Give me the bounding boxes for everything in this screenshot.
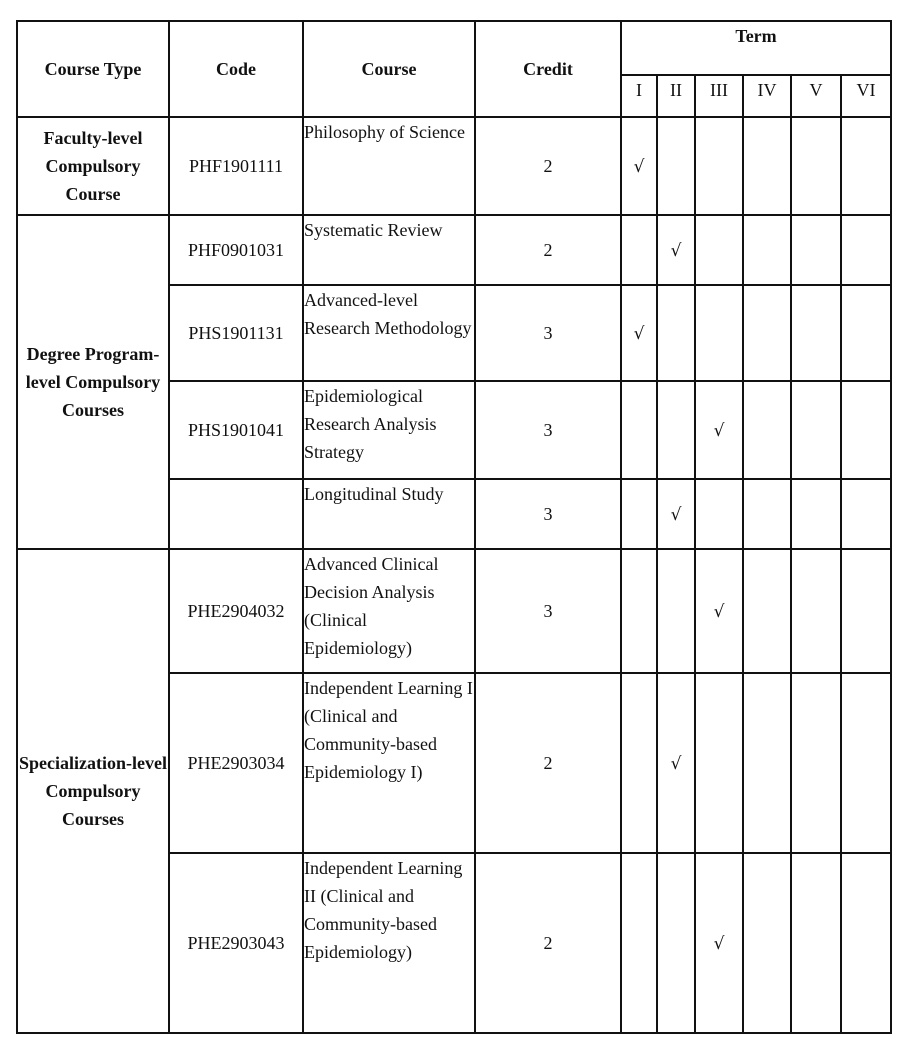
course-name-cell: Epidemiological Research Analysis Strategy	[303, 381, 475, 479]
code-cell: PHS1901041	[169, 381, 303, 479]
term-cell-v	[791, 381, 841, 479]
term-cell-iv	[743, 381, 791, 479]
course-name-cell: Independent Learning II (Clinical and Community-based Epidemiology)	[303, 853, 475, 1033]
term-cell-vi	[841, 673, 891, 853]
term-cell-i	[621, 549, 657, 673]
term-cell-ii	[657, 673, 695, 853]
term-cell-ii	[657, 117, 695, 215]
term-cell-i	[621, 853, 657, 1033]
table-row	[17, 549, 891, 673]
code-cell: PHE2903043	[169, 853, 303, 1033]
term-cell-vi	[841, 479, 891, 549]
course-name-cell: Philosophy of Science	[303, 117, 475, 215]
term-cell-iii	[695, 215, 743, 285]
check-mark-icon: √	[713, 933, 725, 954]
course-name-cell: Longitudinal Study	[303, 479, 475, 549]
course-name-cell: Advanced Clinical Decision Analysis (Clinical Epidemiology)	[303, 549, 475, 673]
term-cell-v	[791, 285, 841, 381]
course-type-cell: Faculty-level Compulsory Course	[17, 117, 169, 215]
term-cell-i	[621, 117, 657, 215]
code-cell	[169, 479, 303, 549]
term-cell-i	[621, 479, 657, 549]
term-cell-iii	[695, 285, 743, 381]
term-cell-vi	[841, 549, 891, 673]
term-cell-vi	[841, 285, 891, 381]
term-cell-iii	[695, 117, 743, 215]
term-cell-iv	[743, 853, 791, 1033]
header-credit: Credit	[475, 21, 621, 117]
header-code: Code	[169, 21, 303, 117]
check-mark-icon: √	[713, 420, 725, 441]
course-type-cell: Specialization-level Compulsory Courses	[17, 549, 169, 1033]
check-mark-icon: √	[633, 323, 645, 344]
credit-cell: 2	[475, 215, 621, 285]
check-mark-icon: √	[633, 156, 645, 177]
term-cell-iv	[743, 673, 791, 853]
term-cell-ii	[657, 381, 695, 479]
term-cell-vi	[841, 853, 891, 1033]
table-header	[17, 21, 891, 117]
term-cell-iii	[695, 381, 743, 479]
term-cell-iii	[695, 479, 743, 549]
term-cell-iv	[743, 215, 791, 285]
term-cell-i	[621, 381, 657, 479]
code-cell: PHF0901031	[169, 215, 303, 285]
term-cell-i	[621, 673, 657, 853]
course-type-cell: Degree Program-level Compulsory Courses	[17, 215, 169, 549]
header-term-ii: II	[657, 75, 695, 117]
term-cell-iii	[695, 853, 743, 1033]
credit-cell: 3	[475, 479, 621, 549]
credit-cell: 3	[475, 549, 621, 673]
header-term-i: I	[621, 75, 657, 117]
check-mark-icon: √	[670, 240, 682, 261]
check-mark-icon: √	[670, 504, 682, 525]
term-cell-v	[791, 117, 841, 215]
term-cell-i	[621, 285, 657, 381]
header-term-iii: III	[695, 75, 743, 117]
header-term-iv: IV	[743, 75, 791, 117]
term-cell-iii	[695, 673, 743, 853]
term-cell-iv	[743, 549, 791, 673]
term-cell-ii	[657, 285, 695, 381]
credit-cell: 2	[475, 673, 621, 853]
code-cell: PHF1901111	[169, 117, 303, 215]
term-cell-i	[621, 215, 657, 285]
check-mark-icon: √	[670, 753, 682, 774]
course-name-cell: Advanced-level Research Methodology	[303, 285, 475, 381]
credit-cell: 3	[475, 381, 621, 479]
credit-cell: 2	[475, 117, 621, 215]
check-mark-icon: √	[713, 601, 725, 622]
code-cell: PHE2904032	[169, 549, 303, 673]
term-cell-iv	[743, 285, 791, 381]
term-cell-v	[791, 479, 841, 549]
header-term-vi: VI	[841, 75, 891, 117]
header-term: Term	[621, 21, 891, 75]
term-cell-ii	[657, 853, 695, 1033]
header-course-type: Course Type	[17, 21, 169, 117]
term-cell-iii	[695, 549, 743, 673]
term-cell-v	[791, 853, 841, 1033]
table-row	[17, 117, 891, 215]
code-cell: PHS1901131	[169, 285, 303, 381]
credit-cell: 3	[475, 285, 621, 381]
term-cell-ii	[657, 479, 695, 549]
term-cell-iv	[743, 117, 791, 215]
header-term-v: V	[791, 75, 841, 117]
term-cell-ii	[657, 549, 695, 673]
table-row	[17, 215, 891, 285]
table-body	[17, 117, 891, 1033]
term-cell-ii	[657, 215, 695, 285]
term-cell-v	[791, 215, 841, 285]
term-cell-v	[791, 673, 841, 853]
term-cell-vi	[841, 381, 891, 479]
term-cell-v	[791, 549, 841, 673]
course-name-cell: Systematic Review	[303, 215, 475, 285]
course-name-cell: Independent Learning I (Clinical and Community-based Epidemiology I)	[303, 673, 475, 853]
term-cell-vi	[841, 215, 891, 285]
code-cell: PHE2903034	[169, 673, 303, 853]
term-cell-vi	[841, 117, 891, 215]
credit-cell: 2	[475, 853, 621, 1033]
header-course: Course	[303, 21, 475, 117]
curriculum-table	[16, 20, 892, 1034]
term-cell-iv	[743, 479, 791, 549]
